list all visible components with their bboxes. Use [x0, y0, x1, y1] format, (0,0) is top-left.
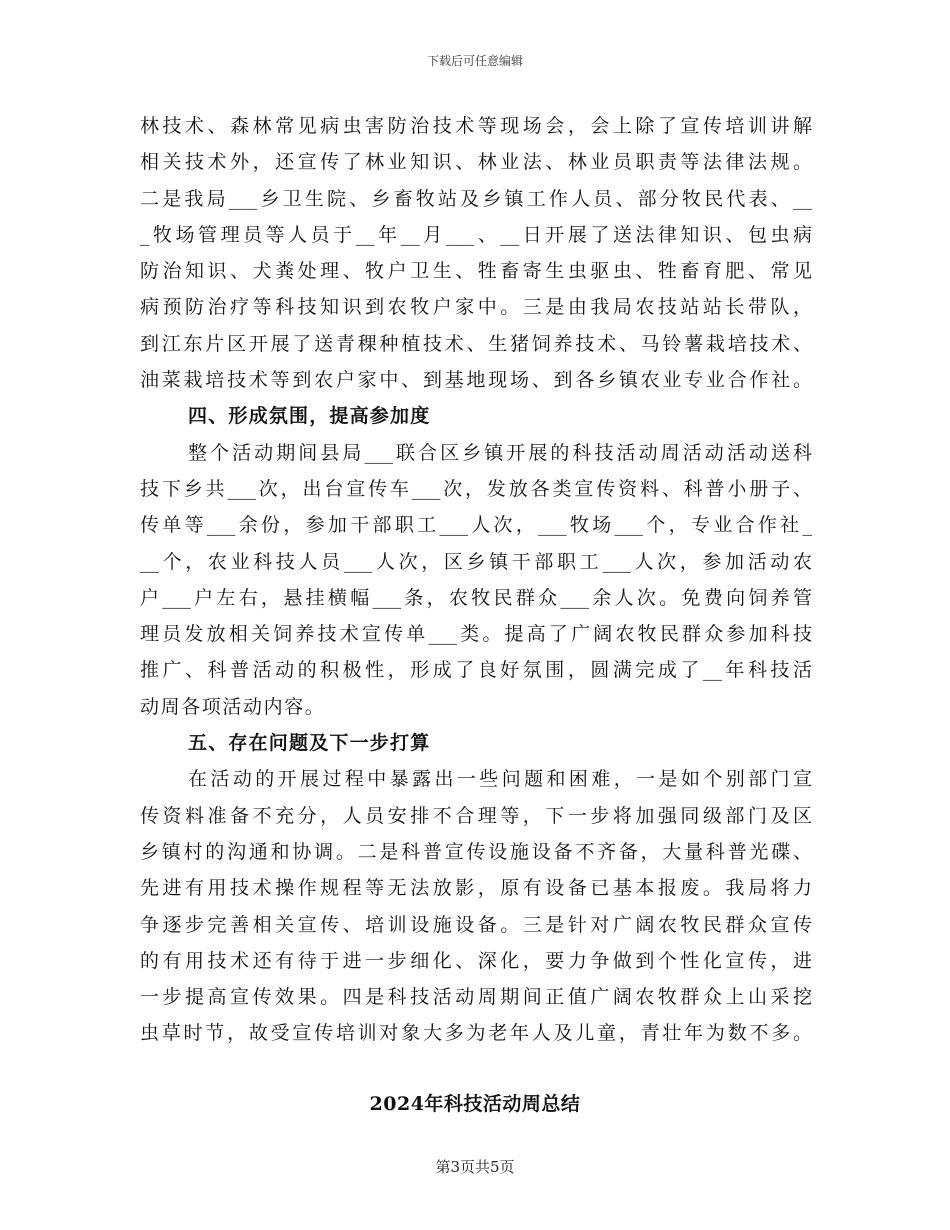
- text-line: 林技术、森林常见病虫害防治技术等现场会，会上除了宣传培训讲解: [140, 115, 812, 137]
- text-line: 户___户左右，悬挂横幅___条，农牧民群众___余人次。免费向饲养管: [140, 586, 812, 609]
- document-body: [140, 108, 812, 1052]
- text-line: 在活动的开展过程中暴露出一些问题和困难，一是如个别部门宣: [188, 768, 812, 791]
- text-line: 到江东片区开展了送青稞种植技术、生猪饲养技术、马铃薯栽培技术、: [140, 332, 812, 355]
- text-line: 病预防治疗等科技知识到农牧户家中。三是由我局农技站站长带队，: [140, 296, 812, 319]
- text-line: 防治知识、犬粪处理、牧户卫生、牲畜寄生虫驱虫、牲畜育肥、常见: [140, 260, 812, 283]
- text-line: 技下乡共___次，出台宣传车___次，发放各类宣传资料、科普小册子、: [140, 477, 812, 500]
- text-line: __个，农业科技人员___人次，区乡镇干部职工___人次，参加活动农: [140, 550, 812, 573]
- text-line: 二是我局___乡卫生院、乡畜牧站及乡镇工作人员、部分牧民代表、__: [140, 187, 812, 210]
- text-line: 相关技术外，还宣传了林业知识、林业法、林业员职责等法律法规。: [140, 151, 812, 174]
- text-line: 乡镇村的沟通和协调。二是科普宣传设施设备不齐备，大量科普光碟、: [140, 840, 812, 863]
- text-line: 传资料准备不充分，人员安排不合理等，下一步将加强同级部门及区: [140, 804, 812, 827]
- text-line: 理员发放相关饲养技术宣传单___类。提高了广阔农牧民群众参加科技: [140, 623, 812, 646]
- text-line: _牧场管理员等人员于__年__月___、__日开展了送法律知识、包虫病: [140, 223, 812, 246]
- document-title: 2024年科技活动周总结: [369, 1093, 581, 1115]
- text-line: 争逐步完善相关宣传、培训设施设备。三是针对广阔农牧民群众宣传: [140, 913, 812, 936]
- text-line: 油菜栽培技术等到农户家中、到基地现场、到各乡镇农业专业合作社。: [140, 369, 812, 392]
- text-line: 动周各项活动内容。: [140, 695, 326, 718]
- section-heading: 四、形成氛围，提高参加度: [188, 405, 431, 428]
- text-line: 传单等___余份，参加干部职工___人次，___牧场___个，专业合作社_: [140, 514, 812, 537]
- header-note: 下载后可任意编辑: [426, 54, 523, 68]
- text-line: 一步提高宣传效果。四是科技活动周期间正值广阔农牧群众上山采挖: [140, 986, 812, 1009]
- text-line: 的有用技术还有待于进一步细化、深化，要力争做到个性化宣传，进: [140, 949, 812, 972]
- text-line: 推广、科普活动的积极性，形成了良好氛围，圆满完成了__年科技活: [140, 659, 812, 682]
- text-line: 先进有用技术操作规程等无法放影，原有设备已基本报废。我局将力: [140, 877, 812, 900]
- text-line: 整个活动期间县局___联合区乡镇开展的科技活动周活动活动送科: [188, 441, 812, 464]
- page-footer: 第3页共5页: [435, 1158, 515, 1176]
- text-line: 虫草时节，故受宣传培训对象大多为老年人及儿童，青壮年为数不多。: [140, 1022, 812, 1045]
- section-heading: 五、存在问题及下一步打算: [188, 732, 431, 755]
